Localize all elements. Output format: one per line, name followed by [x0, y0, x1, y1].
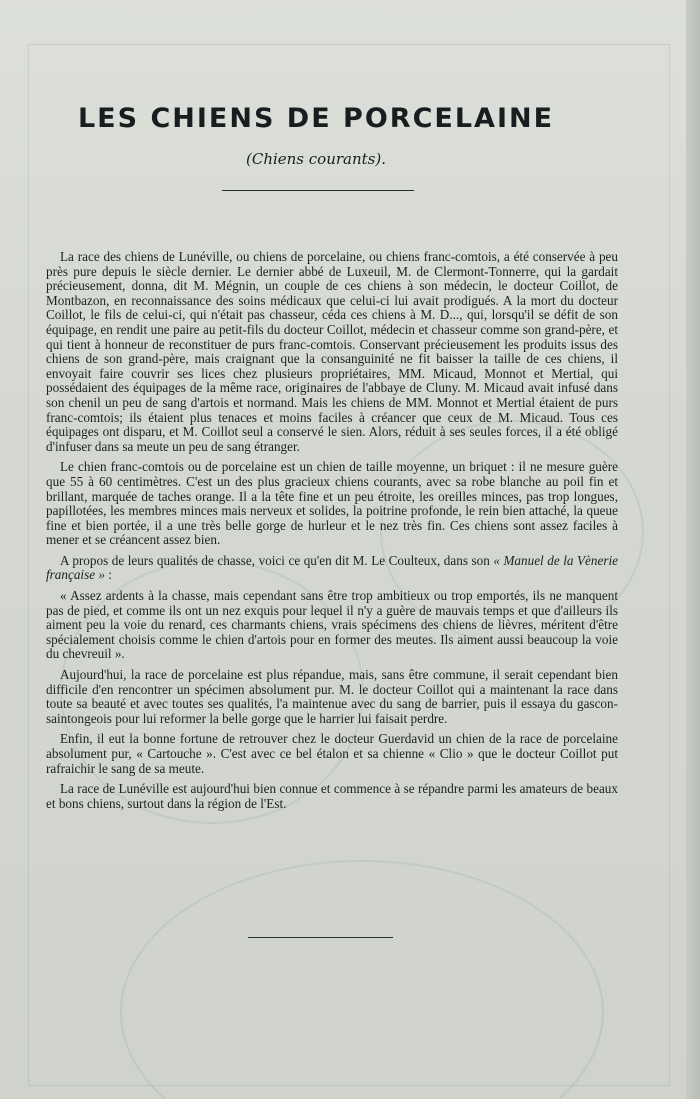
article-title: LES CHIENS DE PORCELAINE [77, 103, 555, 134]
quote-intro-colon: : [104, 567, 112, 583]
article-body [46, 250, 618, 817]
quote-intro [46, 554, 618, 583]
paragraph: La race de Lunéville est aujourd'hui bien connue et commence à se répandre parmi les amateurs de beaux et bons chiens, surtout dans la région de l'Est. [46, 781, 618, 811]
paragraph: La race des chiens de Lunéville, ou chiens de porcelaine, ou chiens franc-comtois, a été conservée à peu près pure depuis le siècle dernier. Le dernier abbé de Luxeuil, M. de Clermont-Tonnerre, qui la gardait précieusement, donna, dit M. Mégnin, un couple de ces chiens à son médecin, le docteur Coillot, de Montbazon, en reconnaissance des soins médicaux que celui-ci lui avait prodigués. A la mort du docteur Coillot, le fils de celui-ci, qui n'était pas chasseur, céda ces chiens à M. D..., qui, lorsqu'il se défit de son équipage, en rendit une paire au petit-fils du docteur Coillot, médecin et chasseur comme son grand-père, et qui tient à honneur de reconstituer de purs franc-comtois. Conservant précieusement les produits issus des chiens de son grand-père, mais craignant que la consanguinité ne fit baisser la taille de ces chiens, il envoyait faire couvrir ses lices chez plusieurs propriétaires, MM. Micaud, Monnot et Mertial, qui possédaient des équipages de la même race, originaires de l'abbaye de Cluny. M. Micaud avait infusé dans son chenil un peu de sang d'artois et normand. Mais les chiens de MM. Monnot et Mertial étaient de purs franc-comtois; ils étaient plus tenaces et moins faciles à créancer que ceux de M. Micaud. Tous ces équipages ont disparu, et M. Coillot seul a conservé le sien. Alors, réduit à ses seules forces, il a été obligé d'infuser dans sa meute un peu de sang étranger. [46, 249, 618, 454]
quote-intro-text: A propos de leurs qualités de chasse, voici ce qu'en dit M. Le Coulteux, dans son [60, 552, 494, 568]
paragraph: Le chien franc-comtois ou de porcelaine est un chien de taille moyenne, un briquet : il ne mesure guère que 55 à 60 centimètres. C'est un des plus gracieux chiens courants, avec sa robe blanche au poil fin et brillant, marquée de taches orange. Il a la tête fine et un peu étroite, les oreilles minces, pas trop longues, papillotées, les membres minces mais nerveux et solides, la poitrine profonde, le rein bien attaché, la queue fine et bien portée, il a une très belle gorge de hurleur et le nez très fin. Ces chiens sont assez faciles à mener et se créancent assez bien. [46, 459, 618, 548]
article-subtitle: (Chiens courants). [245, 150, 386, 168]
paragraph: Aujourd'hui, la race de porcelaine est plus répandue, mais, sans être commune, il serait cependant bien difficile d'en rencontrer un spécimen absolument pur. M. le docteur Coillot qui a maintenant la race dans toute sa beauté et avec toutes ses qualités, l'a maintenue avec du sang de barrier, puis il essaya du gascon-saintongeois pour lui reformer la belle gorge que le harrier lui faisait perdre. [46, 667, 618, 726]
end-divider [248, 937, 393, 938]
paragraph: Enfin, il eut la bonne fortune de retrouver chez le docteur Guerdavid un chien de la race de porcelaine absolument pur, « Cartouche ». C'est avec ce bel étalon et sa chienne « Clio » que le docteur Coillot put rafraichir le sang de sa meute. [46, 731, 618, 776]
paragraph: « Assez ardents à la chasse, mais cependant sans être trop ambitieux ou trop emportés, ils ne manquent pas de pied, et comme ils ont un nez exquis pour lequel il n'y a guère de mauvais temps et que d'ailleurs ils aiment peu la voie du renard, ces charmants chiens, vrais spécimens des chiens de lièvres, méritent d'être spécialement choisis comme le chien d'artois pour en former des meutes. Ils aiment aussi beaucoup la voie du chevreuil ». [46, 588, 618, 662]
page-edge [686, 0, 700, 1099]
book-title: « Manuel de la Vènerie française » [46, 552, 618, 583]
title-divider [222, 190, 414, 191]
